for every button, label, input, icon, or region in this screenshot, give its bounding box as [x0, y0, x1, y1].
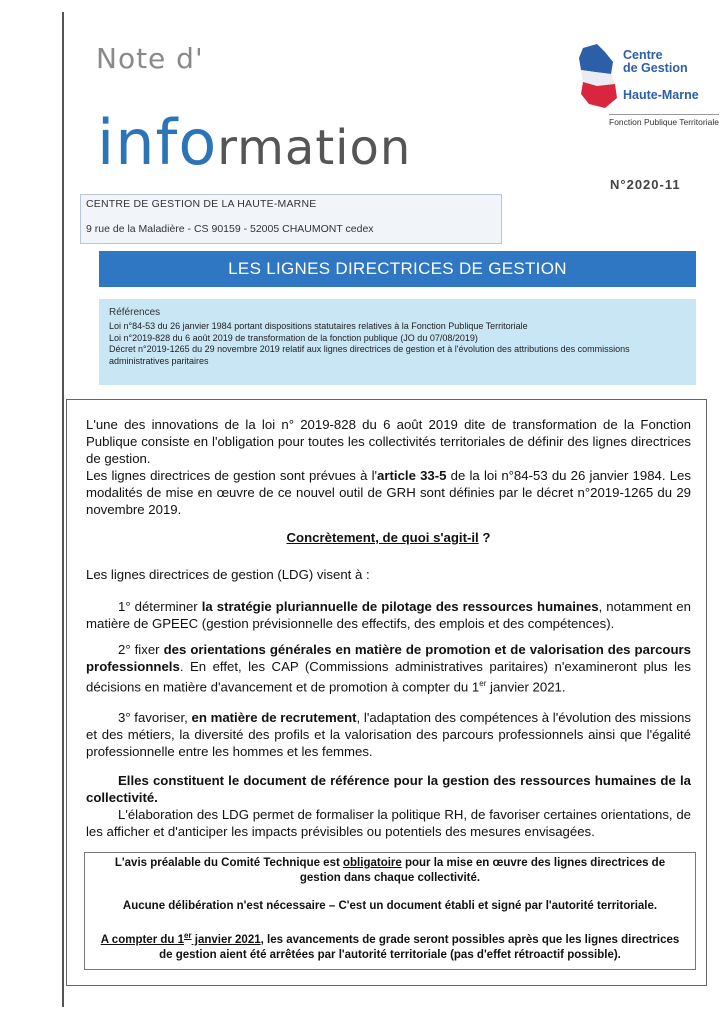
wordmark-info: info	[97, 106, 218, 179]
logo-line-1: Centre	[623, 48, 663, 62]
reference-item: Loi n°2019-828 du 6 août 2019 de transformation de la fonction publique (JO du 07/08/2019)	[109, 332, 478, 343]
paragraph-ldg-intro: Les lignes directrices de gestion (LDG) visent à :	[86, 567, 370, 582]
section-question: Concrètement, de quoi s'agit-il ?	[286, 530, 491, 545]
paragraph-article: Les lignes directrices de gestion sont prévues à l'article 33-5 de la loi n°84-53 du 26 janvier 1984. Les modalités de mise en œuvre de ce nouvel outil de GRH sont définies par le décret n°2019-1265 du 29 novembre 2019.	[86, 468, 691, 517]
address-org: CENTRE DE GESTION DE LA HAUTE-MARNE	[86, 198, 317, 210]
logo-line-2: de Gestion	[623, 61, 688, 75]
list-item-1: 1° déterminer la stratégie pluriannuelle de pilotage des ressources humaines, notamment en matière de GPEEC (gestion prévisionnelle des effectifs, des emplois et des compétences).	[86, 599, 691, 631]
document-title: LES LIGNES DIRECTRICES DE GESTION	[99, 251, 696, 287]
reference-item: Décret n°2019-1265 du 29 novembre 2019 relatif aux lignes directrices de gestion et à l'évolution des attributions des commissions administratives paritaires	[109, 344, 630, 366]
notice-comite-technique: L'avis préalable du Comité Technique est obligatoire pour la mise en œuvre des lignes directrices de gestion dans chaque collectivité.	[114, 857, 666, 884]
note-label: Note d'	[96, 42, 204, 75]
haute-marne-map-icon	[575, 42, 625, 114]
information-wordmark	[97, 106, 412, 179]
references-box	[99, 299, 696, 385]
logo-tagline: Fonction Publique Territoriale	[609, 114, 719, 127]
list-item-2: 2° fixer des orientations générales en matière de promotion et de valorisation des parcours professionnels. En effet, les CAP (Commissions administratives paritaires) n'examineront plus les décisions en matière d'avancement et de promotion à compter du 1er janvier 2021.	[86, 642, 691, 695]
paragraph-elaboration: L'élaboration des LDG permet de formaliser la politique RH, de favoriser certaines orientations, de les afficher et d'anticiper les impacts prévisibles ou potentiels des mesures envisagées.	[86, 807, 691, 839]
wordmark-rmation: rmation	[217, 120, 412, 176]
document-number: N°2020-11	[610, 177, 681, 192]
margin-rule	[62, 12, 64, 1007]
notice-no-deliberation: Aucune délibération n'est nécessaire – C'est un document établi et signé par l'autorité territoriale.	[122, 900, 658, 912]
paragraph-reference-doc: Elles constituent le document de référence pour la gestion des ressources humaines de la collectivité.	[86, 773, 691, 805]
list-item-3: 3° favoriser, en matière de recrutement, l'adaptation des compétences à l'évolution des missions et des métiers, la diversité des profils et la valorisation des parcours professionnels ainsi que l'égalité professionnelle entre les hommes et les femmes.	[86, 710, 691, 759]
references-title: Références	[109, 307, 161, 318]
address-street: 9 rue de la Maladière - CS 90159 - 52005 CHAUMONT cedex	[86, 223, 374, 235]
paragraph-intro: L'une des innovations de la loi n° 2019-828 du 6 août 2019 dite de transformation de la Fonction Publique consiste en l'obligation pour toutes les collectivités territoriales de définir des lignes directrices de gestion.	[86, 417, 691, 466]
reference-item: Loi n°84-53 du 26 janvier 1984 portant dispositions statutaires relatives à la Fonction Publique Territoriale	[109, 321, 528, 331]
logo-line-3: Haute-Marne	[623, 88, 699, 102]
notice-grade-advancement: A compter du 1er janvier 2021, les avancements de grade seront possibles après que les lignes directrices de gestion aient été arrêtées par l'autorité territoriale (pas d'effet rétroactif possible).	[100, 931, 680, 961]
cdg-logo	[575, 42, 719, 132]
